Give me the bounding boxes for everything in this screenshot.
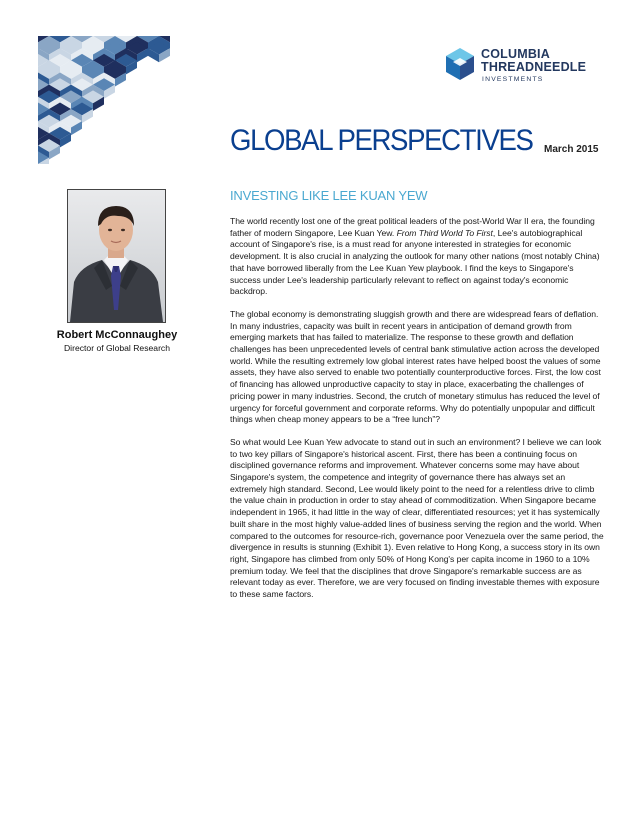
logo-mark-icon <box>443 47 477 81</box>
book-title: From Third World To First <box>396 227 493 238</box>
publication-date: March 2015 <box>544 144 599 155</box>
logo-line-3: INVESTMENTS <box>482 76 544 83</box>
paragraph-3: So what would Lee Kuan Yew advocate to stand out in such an environment? I believe we can look to two key pillars of Singapore's historical ascent. First, there has been a continuing focus on disciplined governance reforms and improvement. Whatever concerns some may have about Singapore's system, the competence and integrity of governance there has always set an extremely high standard. Second, Lee would likely point to the need for a relentless drive to climb the value chain in production in order to stay ahead of commoditization. When Singapore became independent in 1965, it had little in the way of clear, differentiated resources; yet it has systemically built share in the most highly value-added lines of business serving the region and the world. When compared to the outcomes for resource-rich, governance poor Venezuela over the same period, the divergence in results is stunning (Exhibit 1). Even relative to Hong Kong, a success story in its own right, Singapore has climbed from only 50% of Hong Kong's per capita income in 1960 to a 10% premium today. We feel that the disciplines that drove Singapore's remarkable success are as relevant today as ever. Therefore, we are very focused on finding investable themes with exposure to these same factors. <box>230 436 604 600</box>
article-body <box>230 216 604 612</box>
page-title: GLOBAL PERSPECTIVES <box>230 124 533 157</box>
author-name: Robert McConnaughey <box>56 329 178 341</box>
author-title: Director of Global Research <box>63 343 171 353</box>
company-logo <box>443 44 603 90</box>
logo-line-1: COLUMBIA <box>481 47 550 61</box>
logo-wordmark <box>481 48 586 73</box>
article-headline: INVESTING LIKE LEE KUAN YEW <box>230 188 428 203</box>
paragraph-1: The world recently lost one of the great political leaders of the post-World War II era, the founding father of modern Singapore, Lee Kuan Yew. From Third World To First, Lee's autobiographical account of Singapore's rise, is a must read for anyone interested in strategies for economic development. It is also crucial in analyzing the outlook for many other nations (most notably China) that have borrowed liberally from the Lee Kuan Yew playbook. I find the keys to Singapore's success under Lee's leadership particularly relevant to reflect on against today's economic backdrop. <box>230 216 600 297</box>
author-photo <box>67 189 166 323</box>
cube-pattern-graphic <box>38 36 170 164</box>
logo-line-2: THREADNEEDLE <box>481 59 587 74</box>
paragraph-2: The global economy is demonstrating sluggish growth and there are widespread fears of deflation. In many industries, capacity was built in recent years in anticipation of demand growth from emerging markets that has failed to materialize. The response to these growth and deflation challenges has been unprecedented levels of central bank stimulative action across the developed world. While the resulting extremely low global interest rates have helped boost the values of some assets, they have also served to enable two potentially counterproductive forces. First, the low cost of financing has allowed unproductive capacity to stay in place, exacerbating the challenges of pricing power in many industries. Second, the crutch of monetary stimulus has reduced the level of urgency for forceful government and corporate reforms. Why do potentially unpopular and difficult things when cheap money appears to be a “free lunch”? <box>230 308 601 425</box>
